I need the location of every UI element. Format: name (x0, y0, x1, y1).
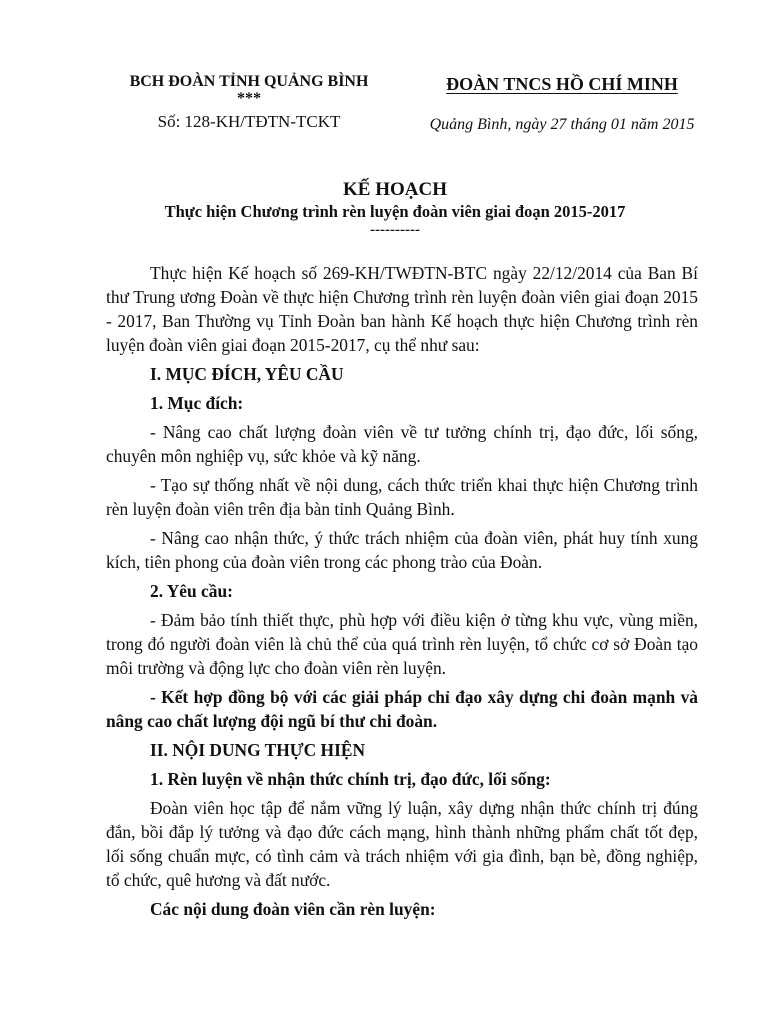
union-block (412, 74, 712, 134)
union-name: ĐOÀN TNCS HỒ CHÍ MINH (446, 74, 678, 94)
title-separator: ---------- (370, 222, 420, 238)
issuer-name: BCH ĐOÀN TỈNH QUẢNG BÌNH (129, 73, 369, 90)
requirement-item-bold: - Kết hợp đồng bộ với các giải pháp chỉ đạo xây dựng chi đoàn mạnh và nâng cao chất lượng đội ngũ bí thư chi đoàn. (106, 687, 698, 731)
section-heading-purpose-requirements: I. MỤC ĐÍCH, YÊU CẦU (150, 364, 344, 384)
subheading-purpose: 1. Mục đích: (150, 393, 244, 413)
title-block (100, 178, 690, 238)
purpose-item: - Nâng cao chất lượng đoàn viên về tư tưởng chính trị, đạo đức, lối sống, chuyên môn nghiệp vụ, sức khỏe và kỹ năng. (106, 422, 698, 466)
section-heading-implementation: II. NỘI DUNG THỰC HIỆN (150, 740, 365, 760)
requirement-item: - Đảm bảo tính thiết thực, phù hợp với điều kiện ở từng khu vực, vùng miền, trong đó người đoàn viên là chủ thể của quá trình rèn luyện, tổ chức cơ sở Đoàn tạo môi trường và động lực cho đoàn viên rèn luyện. (106, 610, 698, 678)
document-body (106, 261, 698, 926)
document-number: Số: 128-KH/TĐTN-TCKT (157, 112, 341, 131)
document-subtitle: Thực hiện Chương trình rèn luyện đoàn viên giai đoạn 2015-2017 (164, 202, 626, 221)
subheading-requirements: 2. Yêu cầu: (150, 581, 233, 601)
date-line: Quảng Bình, ngày 27 tháng 01 năm 2015 (429, 116, 695, 133)
decorative-stars: *** (237, 90, 261, 107)
subheading-contents: Các nội dung đoàn viên cần rèn luyện: (150, 899, 436, 919)
purpose-item: - Tạo sự thống nhất về nội dung, cách thức triển khai thực hiện Chương trình rèn luyện đoàn viên trên địa bàn tỉnh Quảng Bình. (106, 475, 698, 519)
document-title: KẾ HOẠCH (343, 179, 447, 200)
subheading-training: 1. Rèn luyện về nhận thức chính trị, đạo đức, lối sống: (150, 769, 551, 789)
purpose-item: - Nâng cao nhận thức, ý thức trách nhiệm của đoàn viên, phát huy tính xung kích, tiên phong của đoàn viên trong các phong trào của Đoàn. (106, 528, 698, 572)
training-paragraph: Đoàn viên học tập để nắm vững lý luận, xây dựng nhận thức chính trị đúng đắn, bồi đắp lý tưởng và đạo đức cách mạng, hình thành những phẩm chất tốt đẹp, lối sống chuẩn mực, có tình cảm và trách nhiệm với gia đình, bạn bè, đồng nghiệp, tổ chức, quê hương và đất nước. (106, 798, 698, 890)
issuer-block (104, 72, 394, 131)
intro-paragraph: Thực hiện Kế hoạch số 269-KH/TWĐTN-BTC ngày 22/12/2014 của Ban Bí thư Trung ương Đoàn về thực hiện Chương trình rèn luyện đoàn viên giai đoạn 2015 - 2017, Ban Thường vụ Tỉnh Đoàn ban hành Kế hoạch thực hiện Chương trình rèn luyện đoàn viên giai đoạn 2015-2017, cụ thể như sau: (106, 263, 698, 355)
